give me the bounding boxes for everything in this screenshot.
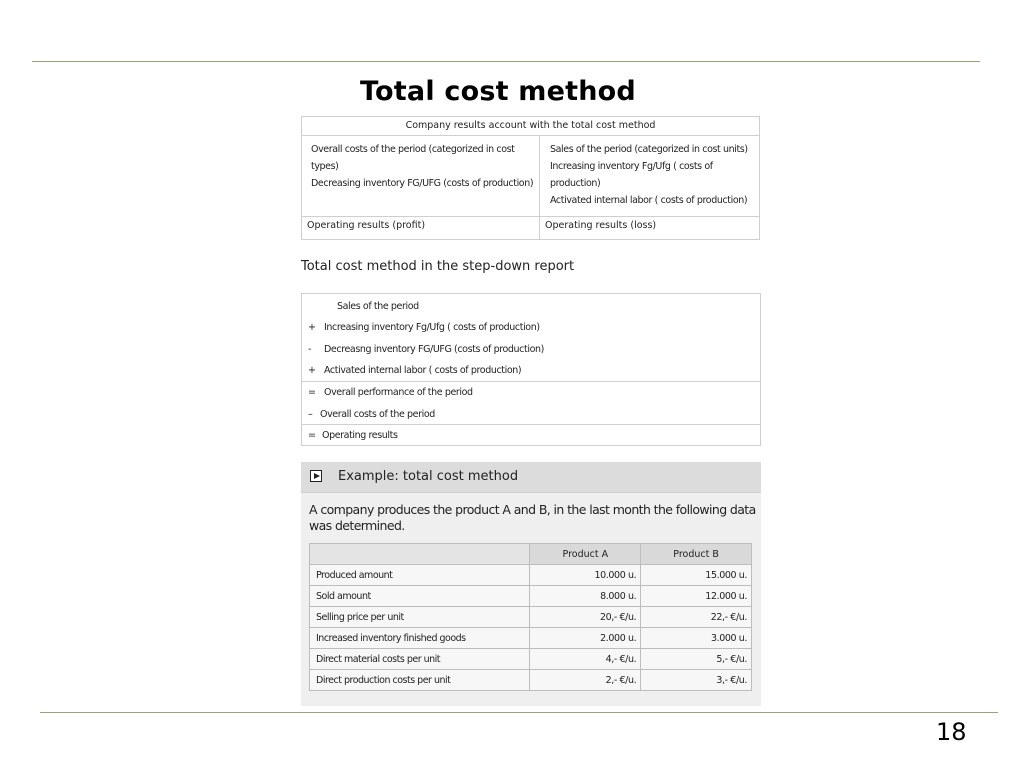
product-b-value: 5,- €/u. — [641, 649, 752, 670]
step-text: Overall costs of the period — [320, 409, 435, 420]
step-operator: = — [308, 430, 316, 441]
product-a-value: 2.000 u. — [530, 628, 641, 649]
table-header-row — [310, 544, 752, 565]
product-b-value: 12.000 u. — [641, 586, 752, 607]
table-row — [310, 565, 752, 586]
account-footer — [302, 216, 759, 239]
column-header — [310, 544, 530, 565]
row-label: Direct material costs per unit — [310, 649, 530, 670]
play-icon[interactable] — [310, 470, 322, 482]
row-label: Produced amount — [310, 565, 530, 586]
step-text: Overall performance of the period — [324, 387, 473, 398]
table-row — [310, 670, 752, 691]
product-a-value: 8.000 u. — [530, 586, 641, 607]
account-header: Company results account with the total cost method — [302, 117, 759, 136]
table-row — [310, 607, 752, 628]
row-label: Sold amount — [310, 586, 530, 607]
account-right-item: Sales of the period (categorized in cost units) — [550, 144, 748, 155]
step-text: Increasing inventory Fg/Ufg ( costs of production) — [324, 322, 540, 333]
table-row — [310, 649, 752, 670]
step-text: Decreasng inventory FG/UFG (costs of production) — [324, 344, 544, 355]
product-b-value: 3.000 u. — [641, 628, 752, 649]
step-row — [302, 425, 760, 446]
example-box — [301, 462, 761, 706]
product-a-value: 4,- €/u. — [530, 649, 641, 670]
slide-title: Total cost method — [360, 76, 636, 107]
example-title: Example: total cost method — [338, 469, 519, 484]
example-description: A company produces the product A and B, in the last month the following data was determined. — [309, 502, 756, 533]
account-loss-label: Operating results (loss) — [545, 220, 657, 231]
row-label: Increased inventory finished goods — [310, 628, 530, 649]
row-label: Selling price per unit — [310, 607, 530, 628]
product-a-value: 2,- €/u. — [530, 670, 641, 691]
column-header: Product A — [530, 544, 641, 565]
step-operator: + — [308, 365, 316, 376]
step-operator: – — [308, 409, 313, 420]
product-b-value: 3,- €/u. — [641, 670, 752, 691]
step-row — [302, 404, 760, 425]
product-b-value: 15.000 u. — [641, 565, 752, 586]
step-text: Activated internal labor ( costs of production) — [324, 365, 522, 376]
product-a-value: 20,- €/u. — [530, 607, 641, 628]
step-operator: = — [308, 387, 316, 398]
table-row — [310, 628, 752, 649]
product-a-value: 10.000 u. — [530, 565, 641, 586]
step-operator: + — [308, 322, 316, 333]
step-row — [302, 317, 760, 338]
example-header — [301, 462, 761, 493]
results-account-table — [301, 116, 760, 240]
step-text: Sales of the period — [337, 301, 419, 312]
page-number: 18 — [936, 718, 967, 746]
account-right-item: Increasing inventory Fg/Ufg ( costs of production) — [550, 161, 713, 189]
product-b-value: 22,- €/u. — [641, 607, 752, 628]
step-operator: - — [308, 344, 312, 355]
account-profit-label: Operating results (profit) — [307, 220, 426, 231]
column-header: Product B — [641, 544, 752, 565]
account-left-item: Overall costs of the period (categorized in cost types) — [311, 144, 515, 172]
step-row — [302, 339, 760, 360]
step-row — [302, 360, 760, 381]
account-right-item: Activated internal labor ( costs of production) — [550, 195, 748, 206]
step-down-title: Total cost method in the step-down report — [301, 259, 575, 274]
table-row — [310, 586, 752, 607]
bottom-divider — [40, 712, 998, 713]
step-down-report — [301, 293, 761, 446]
top-divider — [32, 61, 980, 62]
step-row — [302, 382, 760, 403]
example-data-table — [309, 543, 752, 691]
row-label: Direct production costs per unit — [310, 670, 530, 691]
step-text: Operating results — [322, 430, 398, 441]
account-left-item: Decreasing inventory FG/UFG (costs of production) — [311, 178, 534, 189]
step-row — [302, 296, 760, 317]
